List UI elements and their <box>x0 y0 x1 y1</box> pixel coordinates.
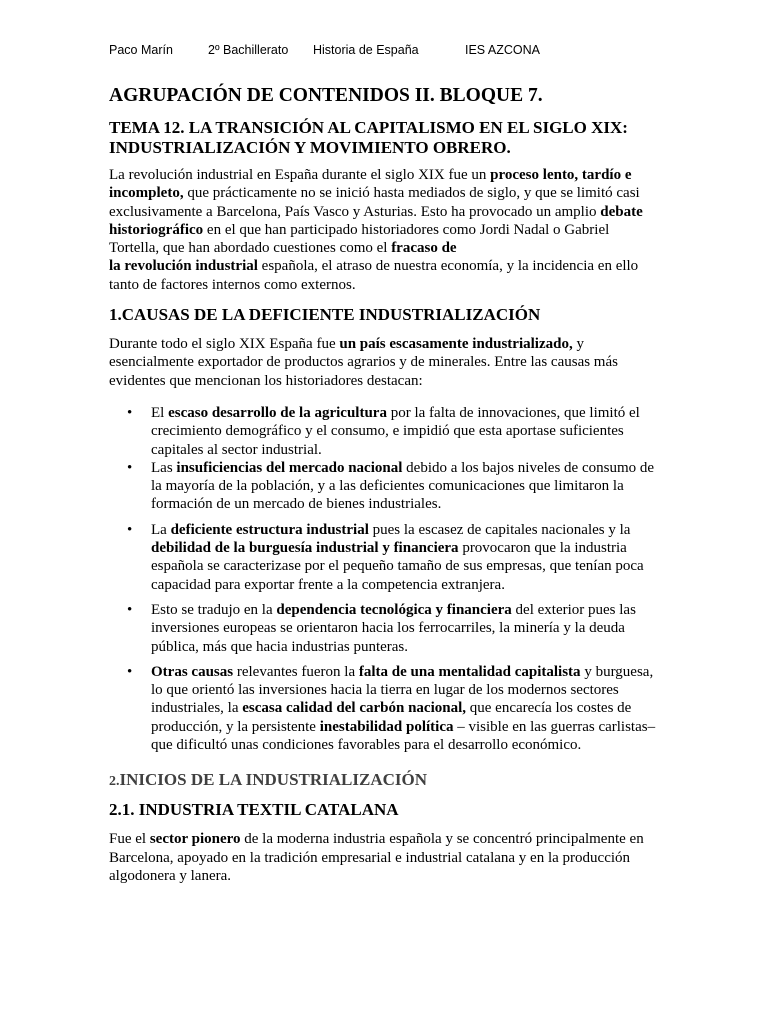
list-item: • La deficiente estructura industrial pues la escasez de capitales nacionales y la debilidad de la burguesía industrial y financiera provocaron que la industria española se caracterizase por el pequeño tamaño de sus empresas, que tenían poca capacidad para exportar frente a la competencia extranjera. <box>151 521 659 594</box>
section-2-1-paragraph: Fue el sector pionero de la moderna industria española y se concentró principalmente en Barcelona, apoyado en la tradición empresarial e industrial catalana y en la producción algodonera y lanera. <box>109 831 644 884</box>
topic-heading: TEMA 12. LA TRANSICIÓN AL CAPITALISMO EN EL SIGLO XIX: INDUSTRIALIZACIÓN Y MOVIMIENTO OBRERO. <box>109 118 628 157</box>
list-item: • Otras causas relevantes fueron la falta de una mentalidad capitalista y burguesa, lo que orientó las inversiones hacia la tierra en lugar de los modernos sectores industriales, la escasa calidad del carbón nacional, que encarecía los costes de producción, y la persistente inestabilidad política – visible en las guerras carlistas– que dificultó unas condiciones favorables para el desarrollo económico. <box>151 663 659 754</box>
document-body <box>109 84 659 896</box>
list-item: • El escaso desarrollo de la agricultura por la falta de innovaciones, que limitó el crecimiento demográfico y el consumo, e impidió que esta aportase suficientes capitales al sector industrial. <box>151 404 659 459</box>
section-2-heading: 2.INICIOS DE LA INDUSTRIALIZACIÓN <box>109 770 427 790</box>
section-1-paragraph: Durante todo el siglo XIX España fue un país escasamente industrializado, y esencialmente exportador de productos agrarios y de minerales. Entre las causas más evidentes que mencionan los historiadores destacan: <box>109 336 618 389</box>
header-subject: Historia de España <box>313 43 419 57</box>
causes-list <box>109 404 659 754</box>
header-school: IES AZCONA <box>465 43 541 57</box>
section-2-1-heading: 2.1. INDUSTRIA TEXTIL CATALANA <box>109 800 399 820</box>
list-item: • Esto se tradujo en la dependencia tecnológica y financiera del exterior pues las inversiones europeas se orientaron hacia los ferrocarriles, la minería y la deuda pública, más que hacia industrias punteras. <box>151 601 659 656</box>
document-title: AGRUPACIÓN DE CONTENIDOS II. BLOQUE 7. <box>109 85 543 106</box>
header-course: 2º Bachillerato <box>208 43 289 57</box>
section-1-heading: 1.CAUSAS DE LA DEFICIENTE INDUSTRIALIZACIÓN <box>109 305 541 325</box>
header-author: Paco Marín <box>109 43 173 57</box>
list-item: • Las insuficiencias del mercado nacional debido a los bajos niveles de consumo de la mayoría de la población, y a las deficientes comunicaciones que limitaron la formación de un mercado de bienes industriales. <box>151 459 659 514</box>
intro-paragraph: La revolución industrial en España durante el siglo XIX fue un proceso lento, tardío e incompleto, que prácticamente no se inició hasta mediados de siglo, y que se limitó casi exclusivamente a Barcelona, País Vasco y Asturias. Esto ha provocado un amplio debate historiográfico en el que han participado historiadores como Jordi Nadal o Gabriel Tortella, que han abordado cuestiones como el fracaso de la revolución industrial española, el atraso de nuestra economía, y la incidencia en ello tanto de factores internos como externos. <box>109 167 643 293</box>
